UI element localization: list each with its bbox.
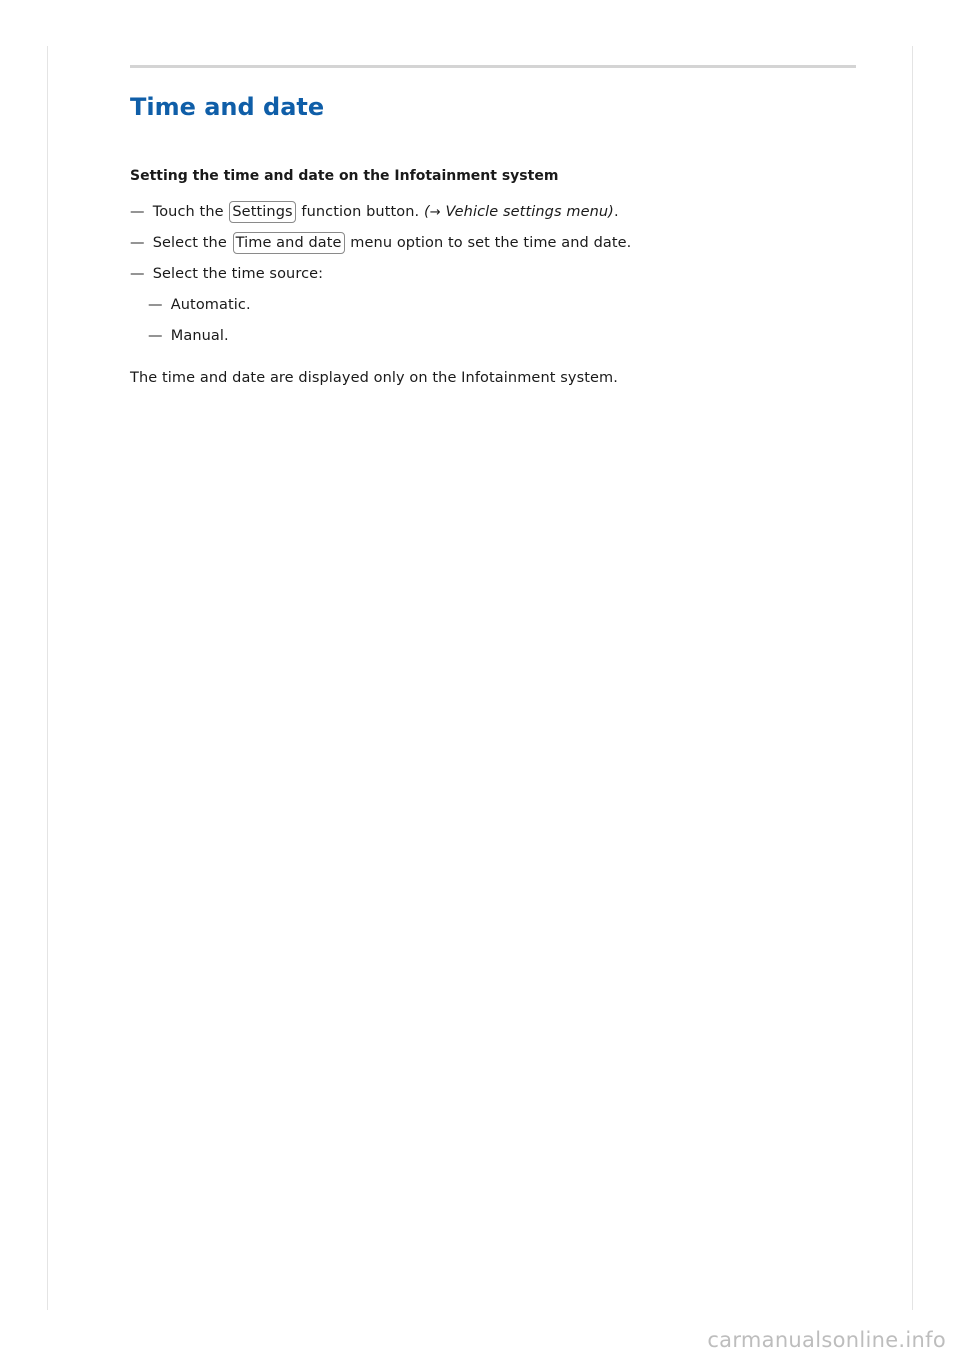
sub-step-text: Manual. — [170, 328, 229, 344]
step-end: . — [613, 204, 619, 220]
top-rule — [130, 65, 856, 68]
step-dash: — — [148, 297, 163, 313]
step-dash: — — [130, 204, 145, 220]
xref-text: Vehicle settings menu) — [445, 204, 614, 220]
settings-button[interactable]: Settings — [229, 201, 295, 223]
page-title: Time and date — [130, 93, 325, 121]
step-1 — [130, 200, 856, 224]
time-and-date-button[interactable]: Time and date — [233, 232, 345, 254]
step-text: function button. — [301, 204, 420, 220]
sub-step-text: Automatic. — [170, 297, 251, 313]
step-3 — [130, 262, 856, 286]
step-text: Touch the — [152, 204, 224, 220]
watermark: carmanualsonline.info — [707, 1328, 946, 1352]
step-2 — [130, 231, 856, 255]
sub-step-automatic — [130, 293, 856, 317]
section-subtitle: Setting the time and date on the Infotainment system — [130, 168, 559, 184]
step-dash: — — [130, 266, 145, 282]
cross-reference-link[interactable] — [424, 204, 614, 220]
step-dash: — — [148, 328, 163, 344]
step-text: Select the time source: — [152, 266, 324, 282]
step-text: menu option to set the time and date. — [350, 235, 632, 251]
page-content — [130, 88, 856, 390]
step-dash: — — [130, 235, 145, 251]
info-note: The time and date are displayed only on the Infotainment system. — [130, 370, 618, 386]
step-text: Select the — [152, 235, 227, 251]
arrow-right-icon: → — [429, 205, 441, 220]
left-margin-line — [47, 46, 48, 1310]
sub-step-manual — [130, 324, 856, 348]
xref-open-paren: ( — [423, 204, 430, 220]
right-margin-line — [912, 46, 913, 1310]
